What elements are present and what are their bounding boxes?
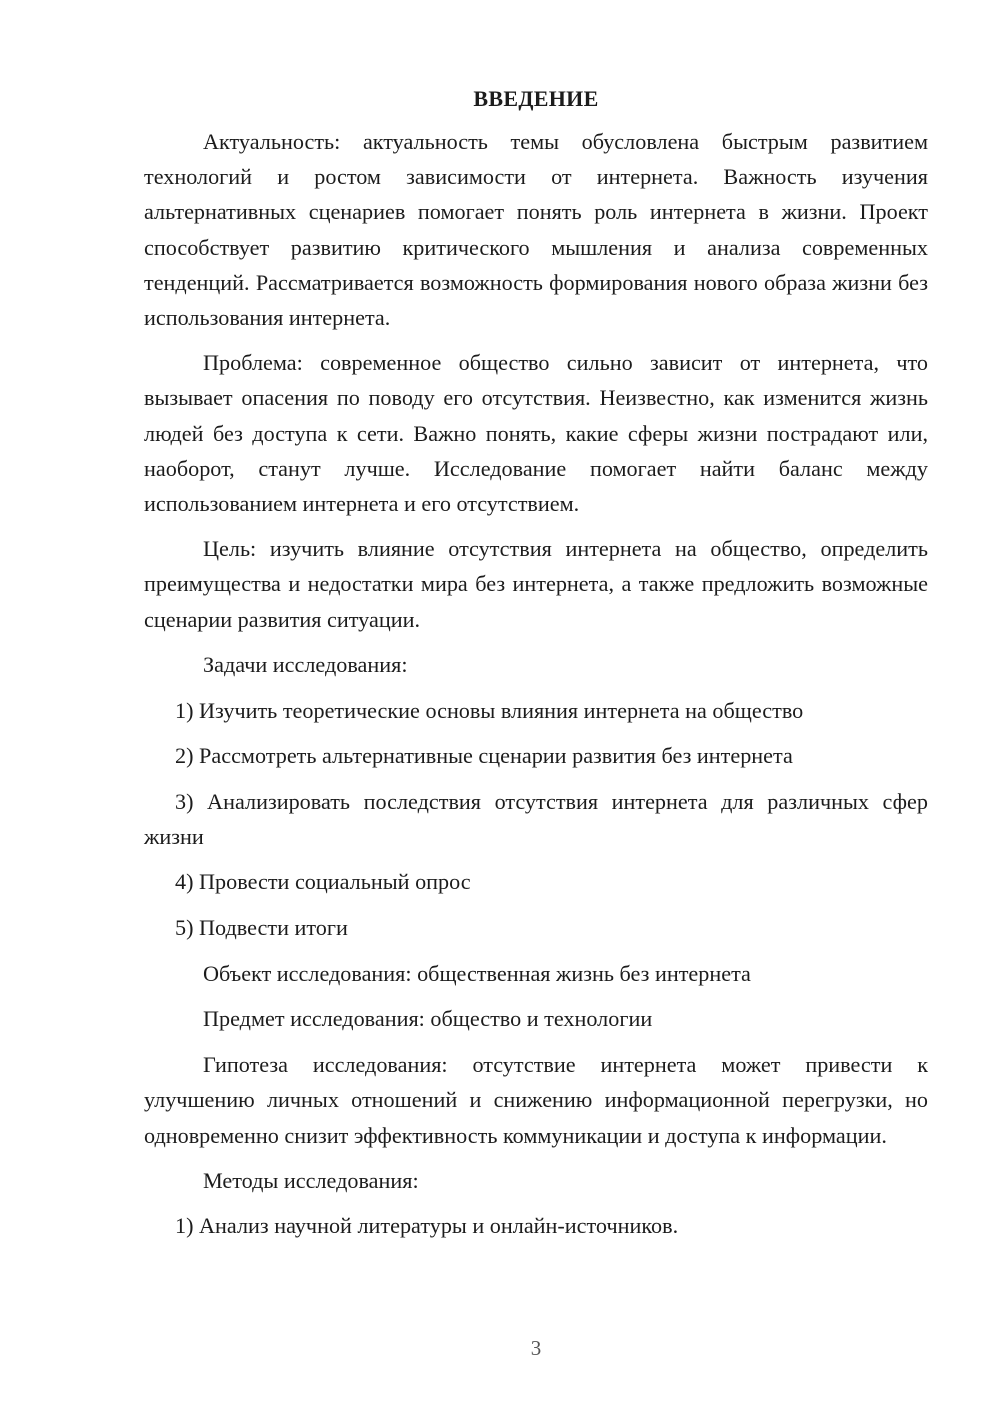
hypothesis-paragraph: Гипотеза исследования: отсутствие интернета может привести к улучшению личных отношений и снижению информационной перегрузки, но одновременно снизит эффективность коммуникации и доступа к информации. xyxy=(144,1052,928,1148)
task-item: 3) Анализировать последствия отсутствия интернета для различных сфер жизни xyxy=(144,788,928,850)
task-item: 5) Подвести итоги xyxy=(175,915,348,941)
task-item: 1) Изучить теоретические основы влияния интернета на общество xyxy=(175,697,804,723)
methods-heading: Методы исследования: xyxy=(203,1167,419,1193)
task-item: 4) Провести социальный опрос xyxy=(175,869,471,895)
page-number: 3 xyxy=(530,1336,542,1360)
relevance-paragraph: Актуальность: актуальность темы обусловлена быстрым развитием технологий и ростом зависимости от интернета. Важность изучения альтернативных сценариев помогает понять роль интернета в жизни. Проект способствует развитию критического мышления и анализа современных тенденций. Рассматривается возможность формирования нового образа жизни без использования интернета. xyxy=(144,129,928,331)
object-paragraph: Объект исследования: общественная жизнь без интернета xyxy=(203,960,751,986)
tasks-heading: Задачи исследования: xyxy=(203,651,408,677)
problem-paragraph: Проблема: современное общество сильно зависит от интернета, что вызывает опасения по поводу его отсутствия. Неизвестно, как изменится жизнь людей без доступа к сети. Важно понять, какие сферы жизни пострадают или, наоборот, станут лучше. Исследование помогает найти баланс между использованием интернета и его отсутствием. xyxy=(144,350,928,517)
goal-paragraph: Цель: изучить влияние отсутствия интернета на общество, определить преимущества и недостатки мира без интернета, а также предложить возможные сценарии развития ситуации. xyxy=(144,536,928,632)
document-page xyxy=(144,88,928,1254)
section-title: ВВЕДЕНИЕ xyxy=(473,86,599,111)
subject-paragraph: Предмет исследования: общество и технологии xyxy=(203,1006,653,1032)
method-item: 1) Анализ научной литературы и онлайн-источников. xyxy=(175,1213,679,1239)
task-item: 2) Рассмотреть альтернативные сценарии развития без интернета xyxy=(175,743,793,769)
